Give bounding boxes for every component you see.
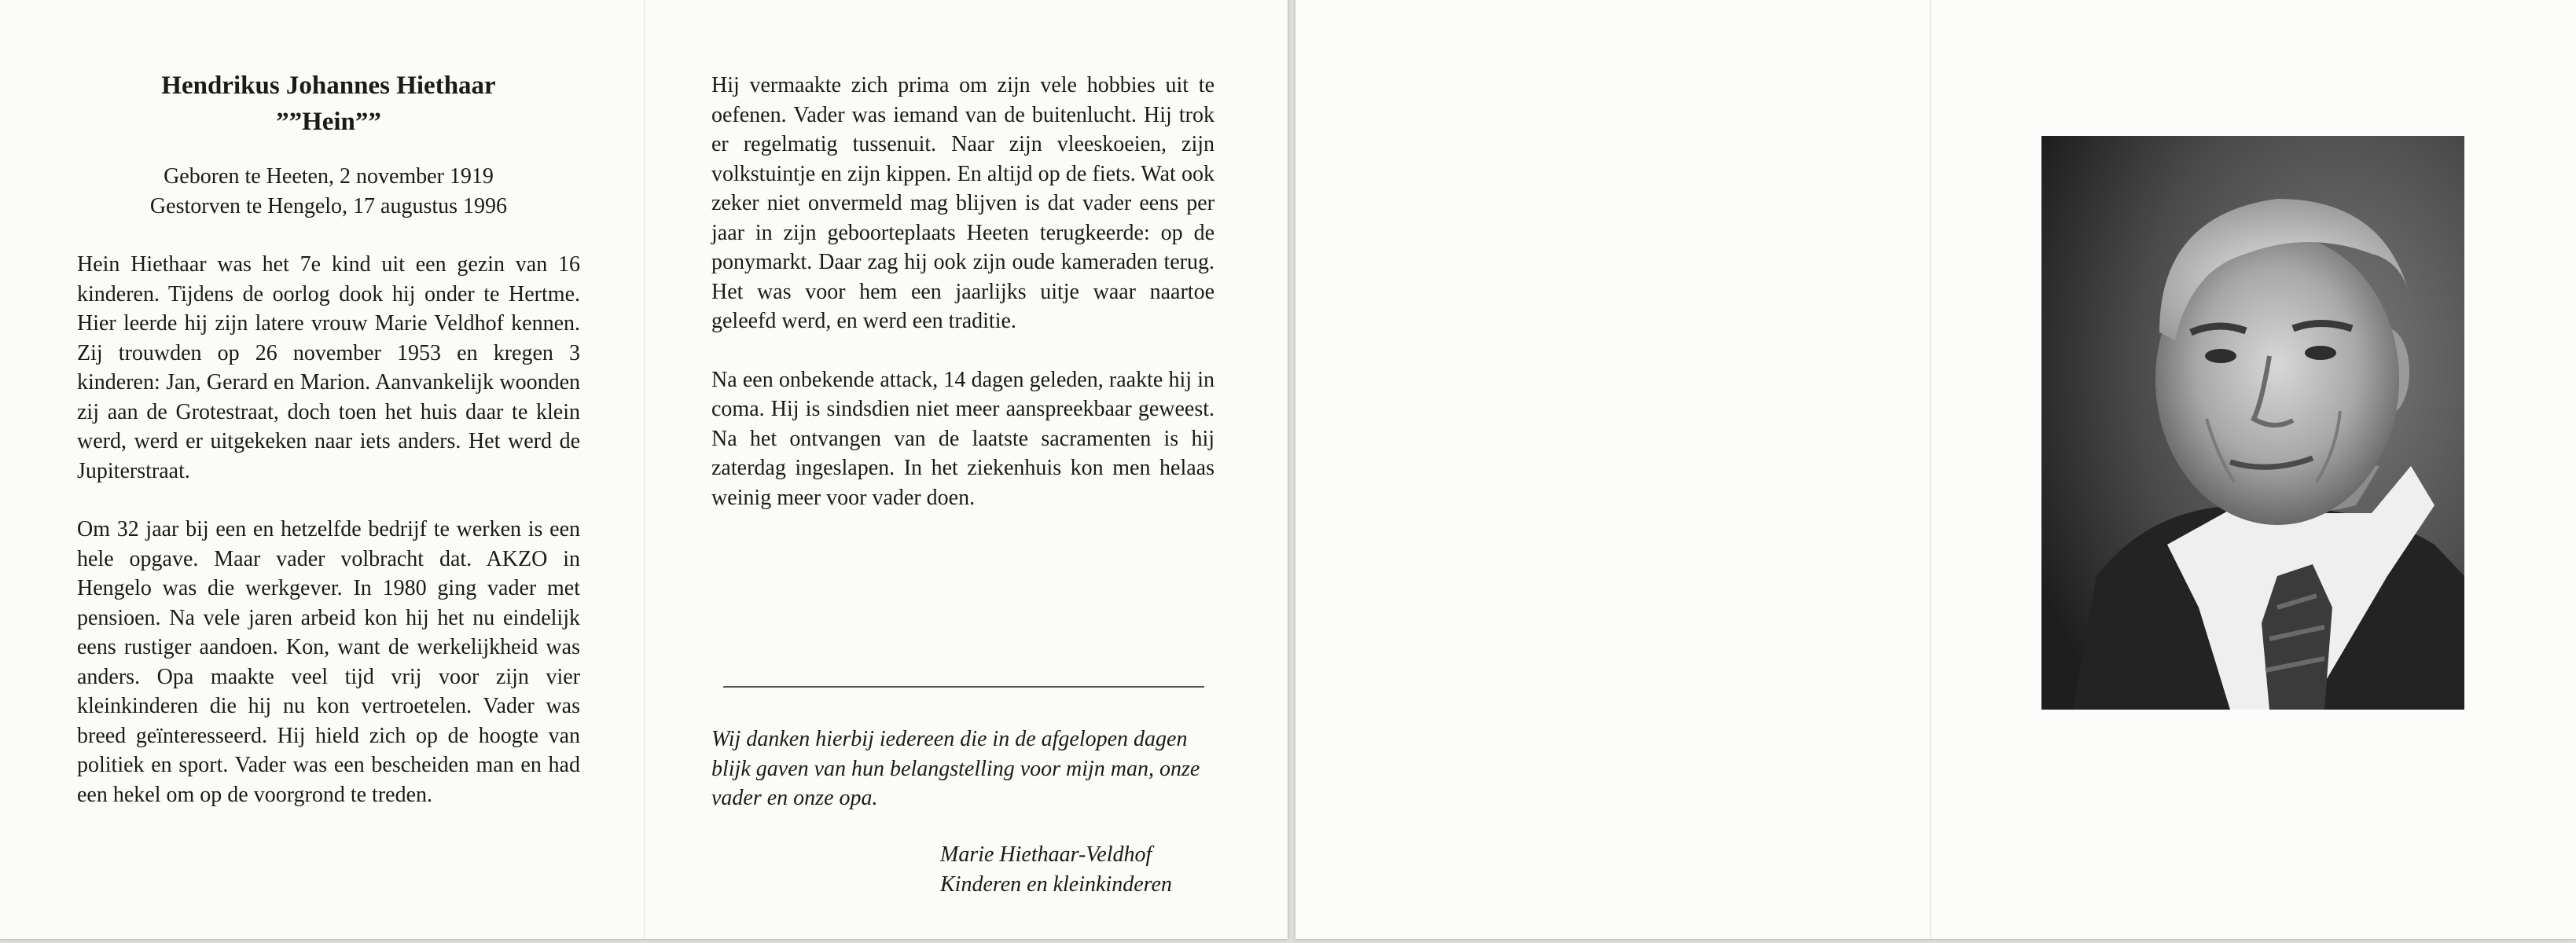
left-text-column bbox=[77, 0, 580, 809]
birth-line: Geboren te Heeten, 2 november 1919 bbox=[164, 164, 494, 189]
divider-line bbox=[723, 686, 1204, 688]
portrait-photo bbox=[2041, 136, 2464, 710]
card-fold bbox=[1930, 0, 1931, 939]
biography-paragraph-1: Hein Hiethaar was het 7e kind uit een gezin van 16 kinderen. Tijdens de oorlog dook hij onder te Hertme. Hier leerde hij zijn latere vrouw Marie Veldhof kennen. Zij trouwden op 26 november 1953 en kregen 3 kinderen: Jan, Gerard en Marion. Aanvankelijk woonden zij aan de Grotestraat, doch toen het huis daar te klein werd, werd er uitgekeken naar iets anders. Het werd de Jupiterstraat. bbox=[77, 252, 580, 483]
full-name: Hendrikus Johannes Hiethaar bbox=[161, 72, 496, 100]
death-line: Gestorven te Hengelo, 17 augustus 1996 bbox=[149, 194, 508, 218]
nickname: ””Hein”” bbox=[276, 108, 381, 136]
middle-text-column bbox=[711, 0, 1215, 512]
biography-paragraph-2: Om 32 jaar bij een en hetzelfde bedrijf te werken is een hele opgave. Maar vader volbracht dat. AKZO in Hengelo was die werkgever. In 1980 ging vader met pensioen. Na vele jaren arbeid kon hij het nu eindelijk eens rustiger aandoen. Kon, want de werkelijkheid was anders. Opa maakte veel tijd vrij voor zijn vier kleinkinderen die hij nu kon vertroetelen. Vader was breed geïnteresseerd. Hij hield zich op de hoogte van politiek en sport. Vader was een bescheiden man en had een hekel om op de voorgrond te treden. bbox=[77, 517, 580, 807]
card-fold bbox=[644, 0, 645, 939]
memorial-card-inside bbox=[0, 0, 1288, 939]
biography-paragraph-4: Na een onbekende attack, 14 dagen geleden, raakte hij in coma. Hij is sindsdien niet meer aanspreekbaar geweest. Na het ontvangen van de laatste sacramenten is hij zaterdag ingeslapen. In het ziekenhuis kon men helaas weinig meer voor vader doen. bbox=[711, 367, 1215, 510]
deceased-name-heading bbox=[77, 68, 580, 140]
signature-widow: Marie Hiethaar-Veldhof bbox=[940, 842, 1152, 867]
signature-block bbox=[940, 840, 1223, 899]
life-dates bbox=[77, 162, 580, 222]
thank-you-note: Wij danken hierbij iedereen die in de afgelopen dagen blijk gaven van hun belangstelling voor mijn man, onze vader en onze opa. bbox=[711, 727, 1200, 810]
biography-paragraph-3: Hij vermaakte zich prima om zijn vele hobbies uit te oefenen. Vader was iemand van de buitenlucht. Hij trok er regelmatig tussenuit. Naar zijn vleeskoeien, zijn volkstuintje en zijn kippen. En altijd op de fiets. Wat ook zeker niet onvermeld mag blijven is dat vader eens per jaar in zijn geboorteplaats Heeten terugkeerde: op de ponymarkt. Daar zag hij ook zijn oude kameraden terug. Het was voor hem een jaarlijks uitje waar naartoe geleefd werd, en werd een traditie. bbox=[711, 73, 1215, 333]
portrait-image bbox=[2041, 136, 2464, 710]
signature-family: Kinderen en kleinkinderen bbox=[940, 871, 1172, 897]
